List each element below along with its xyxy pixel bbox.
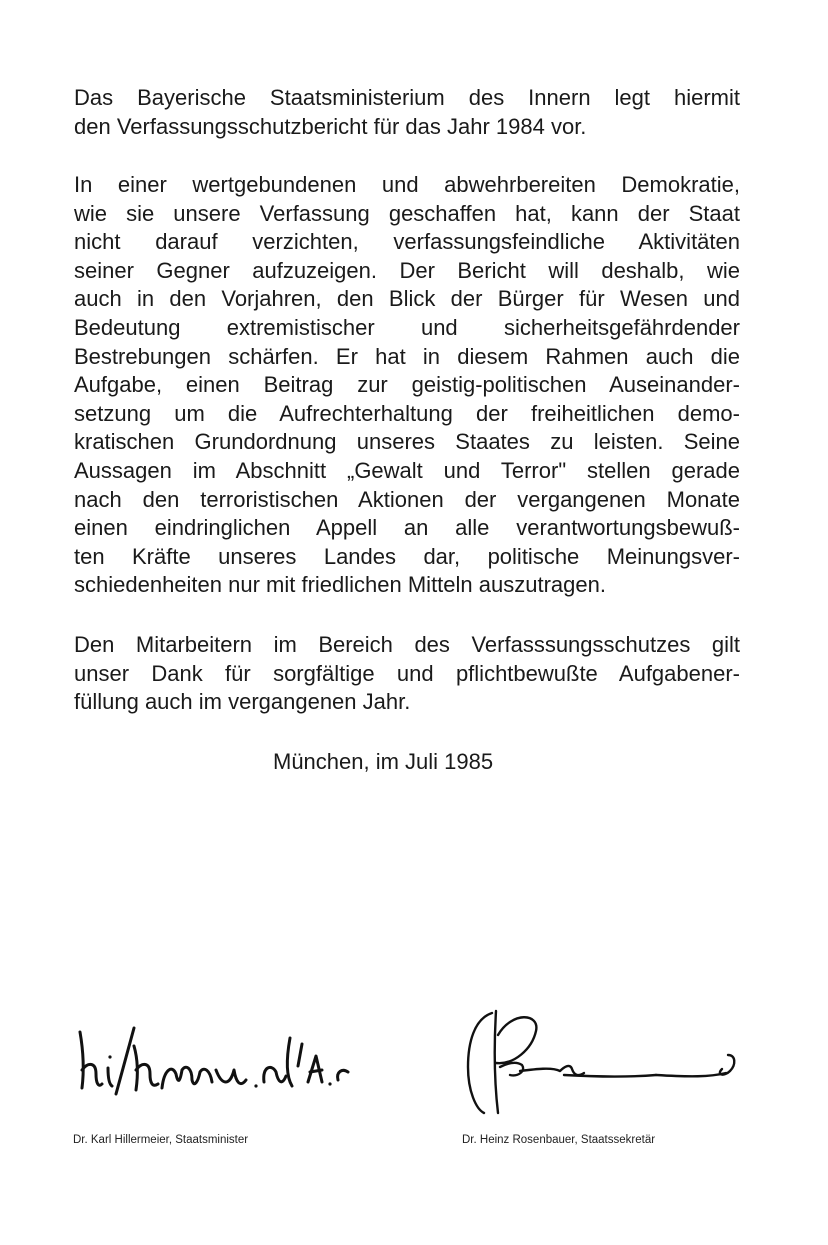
text-line: kratischen Grundordnung unseres Staates zu leisten. Seine [74,429,740,455]
thanks-paragraph [74,631,740,717]
text-line: Den Mitarbeitern im Bereich des Verfasssungsschutzes gilt [74,632,740,657]
text-line: Aufgabe, einen Beitrag zur geistig-politischen Auseinander- [74,372,740,398]
text-line: seiner Gegner aufzuzeigen. Der Bericht will deshalb, wie [74,257,740,283]
text-line: Bedeutung extremistischer und sicherheitsgefährdender [74,314,740,340]
text-line: setzung um die Aufrechterhaltung der freiheitlichen demo- [74,400,740,426]
text-line: ten Kräfte unseres Landes dar, politische Meinungsver- [74,543,740,569]
text-line: schiedenheiten nur mit friedlichen Mitteln auszutragen. [74,572,606,598]
place-date-line: München, im Juli 1985 [273,749,494,774]
text-line: füllung auch im vergangenen Jahr. [74,689,411,715]
text-line: auch in den Vorjahren, den Blick der Bürger für Wesen und [74,286,740,312]
signature-hillermeier-image [72,1010,392,1100]
text-line: unser Dank für sorgfältige und pflichtbewußte Aufgabener- [74,660,740,686]
text-line: nicht darauf verzichten, verfassungsfeindliche Aktivitäten [74,229,740,255]
text-line: In einer wertgebundenen und abwehrbereiten Demokratie, [74,172,740,197]
main-paragraph [74,171,740,600]
signature-caption-left: Dr. Karl Hillermeier, Staatsminister [73,1134,249,1146]
signature-rosenbauer-image [460,1005,750,1120]
text-line: wie sie unsere Verfassung geschaffen hat, kann der Staat [74,200,740,226]
intro-paragraph [74,84,740,141]
text-line: Das Bayerische Staatsministerium des Innern legt hiermit [74,85,740,110]
text-line: Bestrebungen schärfen. Er hat in diesem Rahmen auch die [74,343,740,369]
text-line: Aussagen im Abschnitt „Gewalt und Terror" stellen gerade [74,457,740,483]
text-line: nach den terroristischen Aktionen der vergangenen Monate [74,486,740,512]
signature-caption-right: Dr. Heinz Rosenbauer, Staatssekretär [462,1134,656,1146]
text-line: einen eindringlichen Appell an alle verantwortungsbewuß- [74,515,740,541]
text-line: den Verfassungsschutzbericht für das Jahr 1984 vor. [74,113,587,139]
